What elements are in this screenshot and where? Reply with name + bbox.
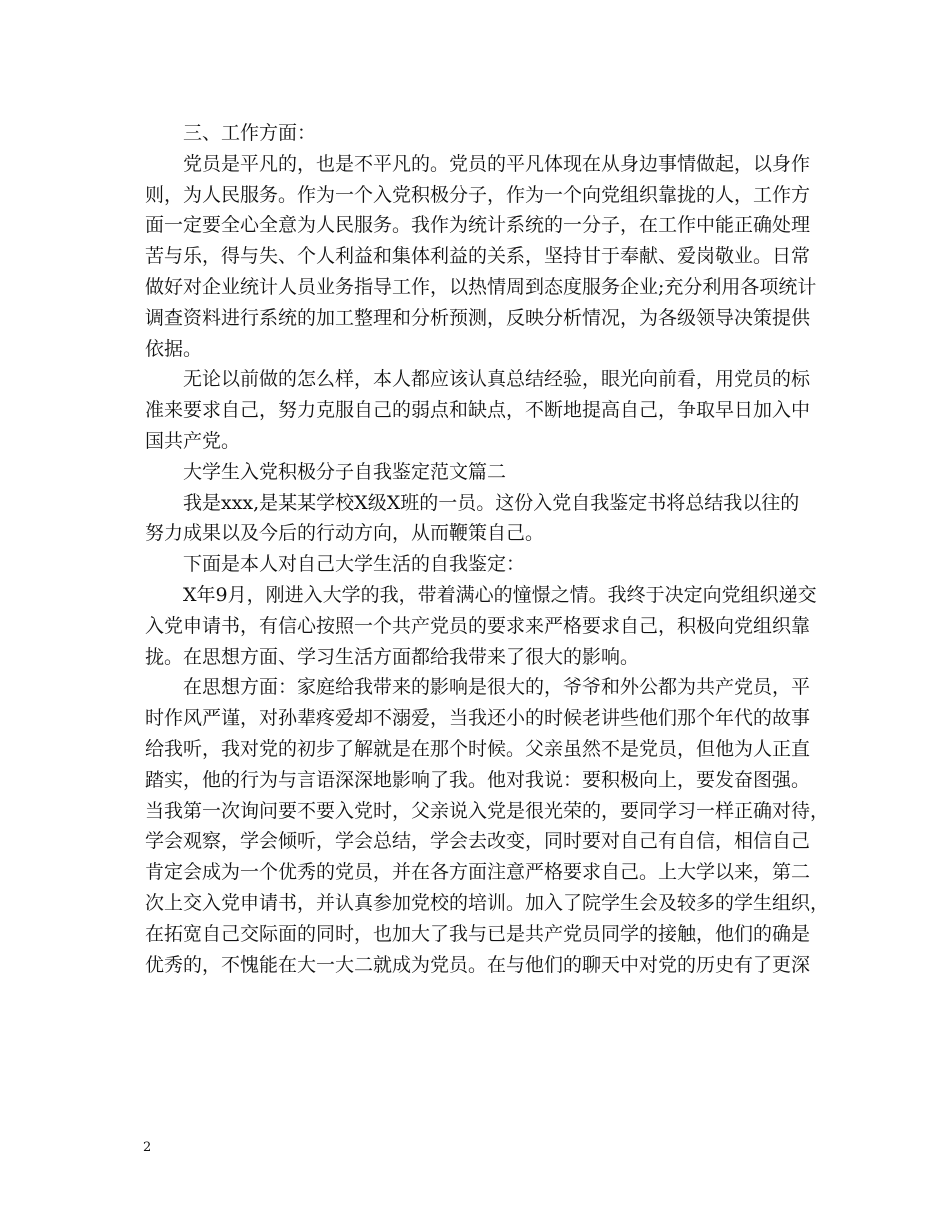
text-line: 依据。 xyxy=(145,337,203,360)
text-line: 当我第一次询问要不要入党时，父亲说入党是很光荣的，要同学习一样正确对待， xyxy=(145,799,830,822)
text-line: 调查资料进行系统的加工整理和分析预测，反映分析情况，为各级领导决策提供 xyxy=(145,306,811,329)
text-line: 给我听，我对党的初步了解就是在那个时候。父亲虽然不是党员，但他为人正直 xyxy=(145,737,811,760)
text-line: 面一定要全心全意为人民服务。我作为统计系统的一分子，在工作中能正确处理 xyxy=(145,214,811,237)
text-line: 则，为人民服务。作为一个入党积极分子，作为一个向党组织靠拢的人，工作方 xyxy=(145,183,811,206)
text-line: 做好对企业统计人员业务指导工作，以热情周到态度服务企业;充分利用各项统计 xyxy=(145,275,817,298)
text-line: 拢。在思想方面、学习生活方面都给我带来了很大的影响。 xyxy=(145,645,640,668)
text-line: 次上交入党申请书，并认真参加党校的培训。加入了院学生会及较多的学生组织， xyxy=(145,891,830,914)
text-line: 在思想方面：家庭给我带来的影响是很大的，爷爷和外公都为共产党员，平 xyxy=(145,676,811,699)
text-line: 入党申请书，有信心按照一个共产党员的要求来严格要求自己，积极向党组织靠 xyxy=(145,614,811,637)
text-line: 肯定会成为一个优秀的党员，并在各方面注意严格要求自己。上大学以来，第二 xyxy=(145,861,811,884)
text-line: 踏实，他的行为与言语深深地影响了我。他对我说：要积极向上，要发奋图强。 xyxy=(145,768,811,791)
text-line: 无论以前做的怎么样，本人都应该认真总结经验，眼光向前看，用党员的标 xyxy=(145,368,811,391)
text-line: 学会观察，学会倾听，学会总结，学会去改变，同时要对自己有自信，相信自己 xyxy=(145,830,811,853)
text-line: 努力成果以及今后的行动方向，从而鞭策自己。 xyxy=(145,522,545,545)
text-line: 准来要求自己，努力克服自己的弱点和缺点，不断地提高自己，争取早日加入中 xyxy=(145,399,811,422)
text-line: 时作风严谨，对孙辈疼爱却不溺爱，当我还小的时候老讲些他们那个年代的故事 xyxy=(145,707,811,730)
text-line: 苦与乐，得与失、个人利益和集体利益的关系，坚持甘于奉献、爱岗敬业。日常 xyxy=(145,245,811,268)
text-line: 在拓宽自己交际面的同时，也加大了我与已是共产党员同学的接触，他们的确是 xyxy=(145,922,811,945)
text-line: 三、工作方面： xyxy=(145,122,317,144)
text-line: X年9月，刚进入大学的我，带着满心的憧憬之情。我终于决定向党组织递交 xyxy=(145,583,817,606)
text-line: 我是xxx,是某某学校X级X班的一员。这份入党自我鉴定书将总结我以往的 xyxy=(145,491,800,514)
body-text xyxy=(145,118,830,980)
text-line: 国共产党。 xyxy=(145,429,241,452)
text-line: 下面是本人对自己大学生活的自我鉴定： xyxy=(145,553,526,576)
page-number: 2 xyxy=(143,1140,152,1155)
text-line: 党员是平凡的，也是不平凡的。党员的平凡体现在从身边事情做起，以身作 xyxy=(145,152,811,175)
section-heading: 大学生入党积极分子自我鉴定范文篇二 xyxy=(145,460,507,483)
text-line: 优秀的，不愧能在大一大二就成为党员。在与他们的聊天中对党的历史有了更深 xyxy=(145,953,811,976)
